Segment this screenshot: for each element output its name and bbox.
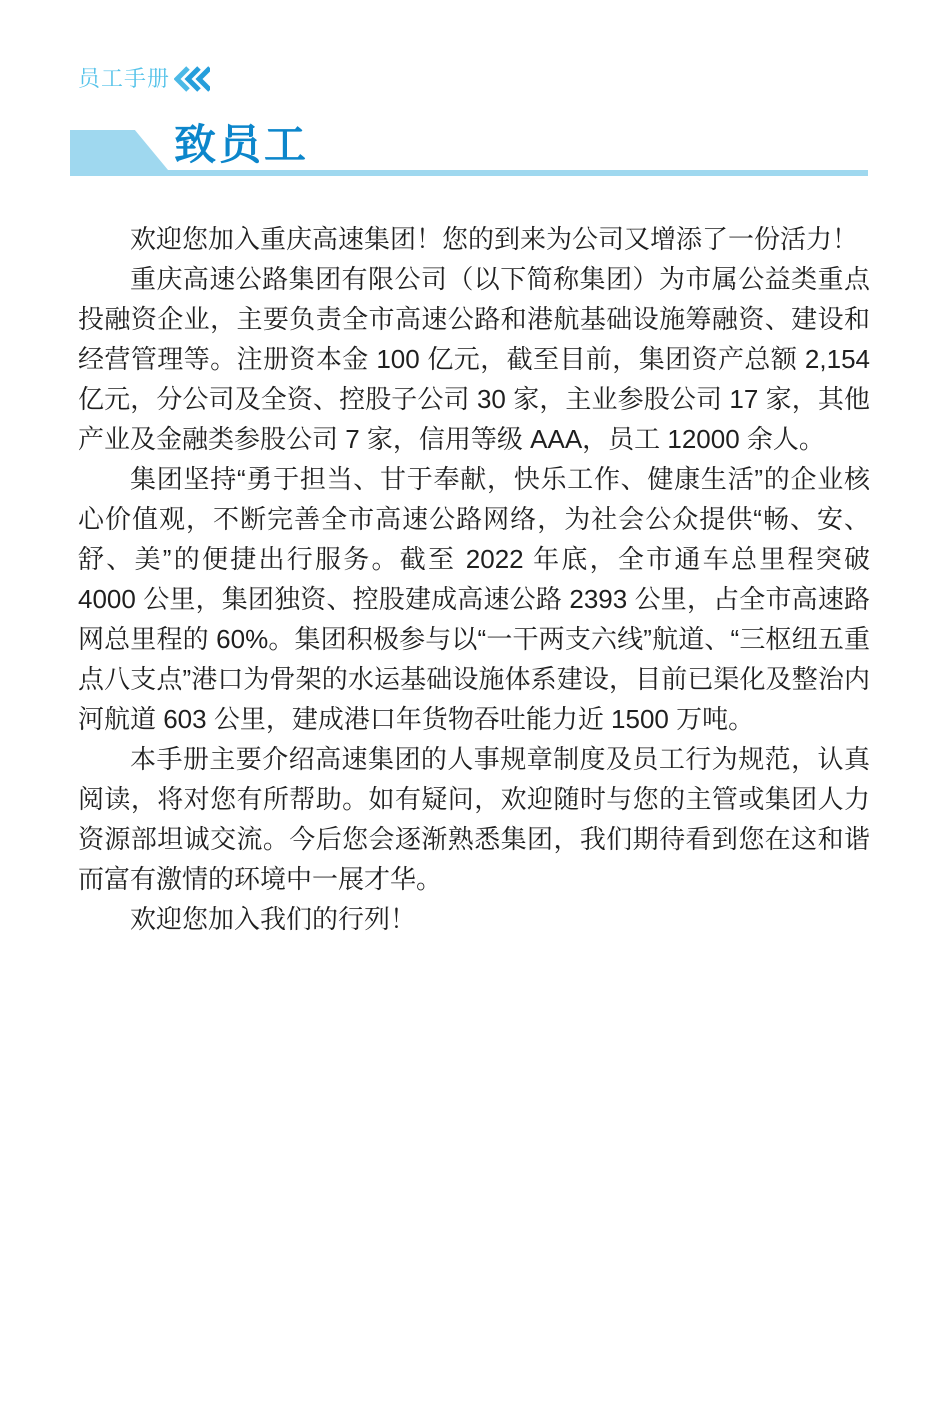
body-paragraph: 欢迎您加入重庆高速集团！您的到来为公司又增添了一份活力！ [130,224,859,254]
body-paragraph: 重庆高速公路集团有限公司（以下简称集团）为市属公益类重点投融资企业，主要负责全市高速公路和港航基础设施筹融资、建设和经营管理等。注册资本金 100 亿元，截至目前，集团资产总额 2,154 亿元，分公司及全资、控股子公司 30 家，主业参股公司 17 家，其他产业及金融类参股公司 7 家，信用等级 AAA，员工 12000 余人。 [78,264,870,454]
body-paragraph: 本手册主要介绍高速集团的人事规章制度及员工行为规范，认真阅读，将对您有所帮助。如有疑问，欢迎随时与您的主管或集团人力资源部坦诚交流。今后您会逐渐熟悉集团，我们期待看到您在这和谐而富有激情的环境中一展才华。 [78,744,870,894]
body-paragraph: 欢迎您加入我们的行列！ [130,904,417,934]
handbook-label: 员工手册 [78,66,171,91]
letter-body [78,219,870,939]
triple-left-chevron-icon [174,64,210,92]
banner-underline [70,170,868,176]
section-title: 致员工 [174,121,310,168]
body-paragraph: 集团坚持“勇于担当、甘于奉献，快乐工作、健康生活”的企业核心价值观，不断完善全市高速公路网络，为社会公众提供“畅、安、舒、美”的便捷出行服务。截至 2022 年底，全市通车总里程突破 4000 公里，集团独资、控股建成高速公路 2393 公里，占全市高速路网总里程的 60%。集团积极参与以“一干两支六线”航道、“三枢纽五重点八支点”港口为骨架的水运基础设施体系建设，目前已渠化及整治内河航道 603 公里，建成港口年货物吞吐能力近 1500 万吨。 [78,464,870,734]
page-header [78,62,210,93]
